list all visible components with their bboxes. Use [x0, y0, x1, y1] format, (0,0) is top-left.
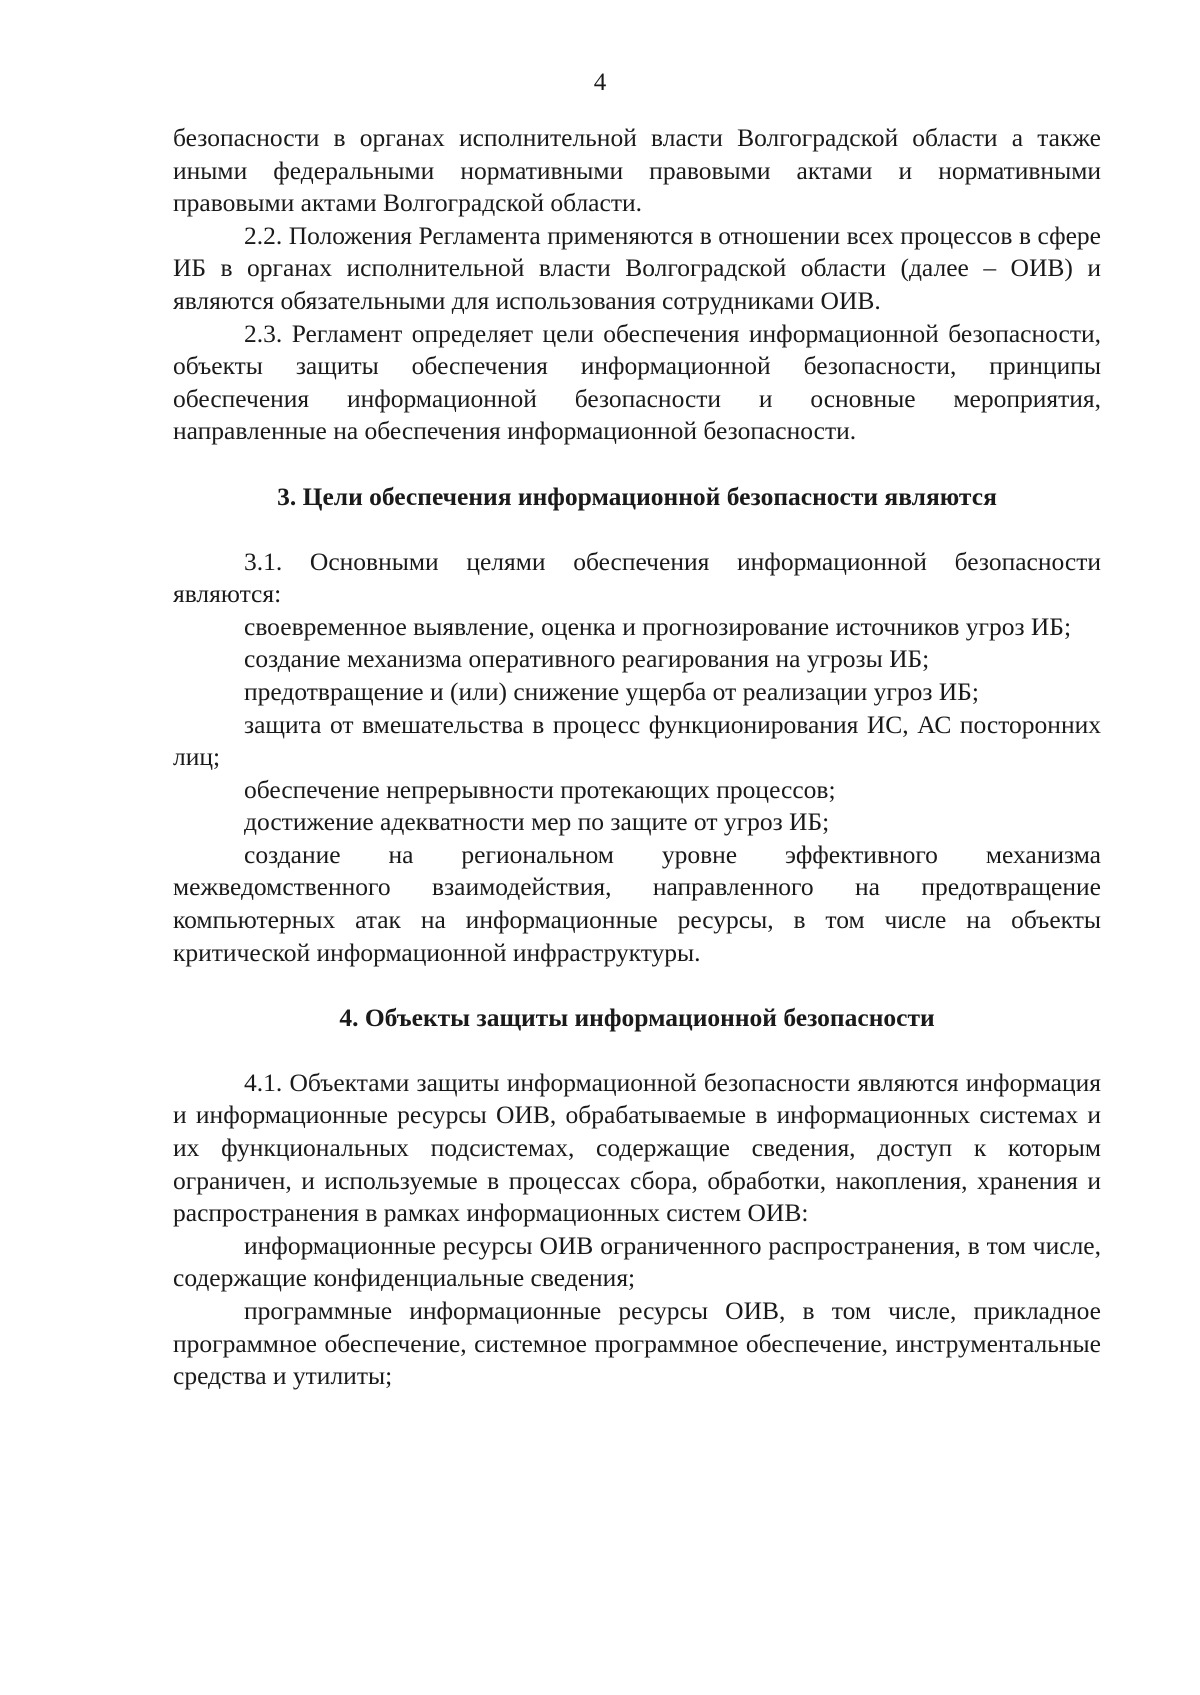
- list-item: предотвращение и (или) снижение ущерба от реализации угроз ИБ;: [244, 676, 979, 706]
- list-item: обеспечение непрерывности протекающих процессов;: [244, 774, 836, 804]
- paragraph-2-2: 2.2. Положения Регламента применяются в отношении всех процессов в сфере ИБ в органах исполнительной власти Волгоградской области (далее – ОИВ) и являются обязательными для использования сотрудниками ОИВ.: [173, 220, 1101, 315]
- list-item: своевременное выявление, оценка и прогнозирование источников угроз ИБ;: [244, 611, 1072, 641]
- list-item: создание на региональном уровне эффективного механизма межведомственного взаимодействия, направленного на предотвращение компьютерных атак на информационные ресурсы, в том числе на объекты критической информационной инфраструктуры.: [173, 839, 1101, 967]
- paragraph-4-1: 4.1. Объектами защиты информационной безопасности являются информация и информационные ресурсы ОИВ, обрабатываемые в информационных системах и их функциональных подсистемах, содержащие сведения, доступ к которым ограничен, и используемые в процессах сбора, обработки, накопления, хранения и распространения в рамках информационных систем ОИВ:: [173, 1067, 1101, 1228]
- page-number: 4: [593, 69, 607, 96]
- list-item: создание механизма оперативного реагирования на угрозы ИБ;: [244, 644, 930, 674]
- paragraph-2-3: 2.3. Регламент определяет цели обеспечения информационной безопасности, объекты защиты обеспечения информационной безопасности, принципы обеспечения информационной безопасности и основные мероприятия, направленные на обеспечения информационной безопасности.: [173, 318, 1101, 446]
- paragraph-3-1: 3.1. Основными целями обеспечения информационной безопасности являются:: [173, 546, 1101, 609]
- list-item: информационные ресурсы ОИВ ограниченного распространения, в том числе, содержащие конфиденциальные сведения;: [173, 1230, 1101, 1293]
- section-3-heading: 3. Цели обеспечения информационной безопасности являются: [277, 481, 997, 511]
- list-item: программные информационные ресурсы ОИВ, в том числе, прикладное программное обеспечение, системное программное обеспечение, инструментальные средства и утилиты;: [173, 1296, 1101, 1391]
- document-body: [173, 122, 1101, 1393]
- section-4-heading: 4. Объекты защиты информационной безопасности: [339, 1003, 935, 1033]
- paragraph-continuation: безопасности в органах исполнительной власти Волгоградской области а также иными федеральными нормативными правовыми актами и нормативными правовыми актами Волгоградской области.: [173, 123, 1101, 218]
- list-item: защита от вмешательства в процесс функционирования ИС, АС посторонних лиц;: [173, 709, 1101, 772]
- list-item: достижение адекватности мер по защите от угроз ИБ;: [244, 807, 830, 837]
